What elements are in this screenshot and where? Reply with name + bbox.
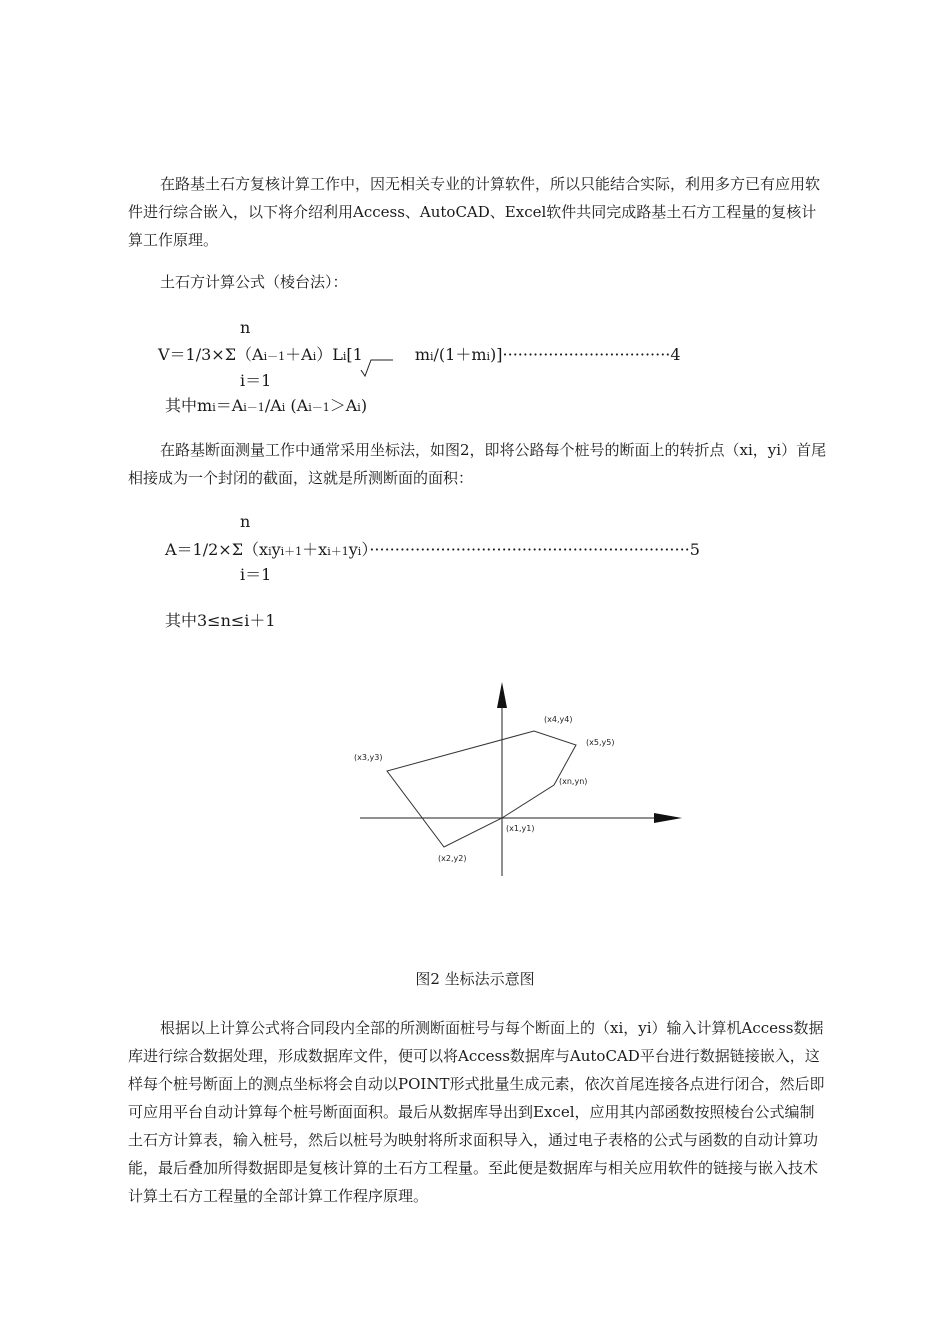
formula-heading: 土石方计算公式（棱台法）： <box>160 273 348 291</box>
formula-4: V＝1/3×Σ（Ai－1＋Ai）Li[1 mi/(1＋mi)]·································4 <box>158 342 681 365</box>
formula4-lower-limit: i＝1 <box>240 371 272 390</box>
formula4-where: 其中mi＝Ai－1/Ai (Ai－1＞Ai) <box>165 396 368 415</box>
point-label: (x2,y2) <box>438 854 467 863</box>
point-label: (x1,y1) <box>506 824 535 833</box>
x-axis-arrow <box>654 813 682 823</box>
formula5-where: 其中3≤n≤i＋1 <box>165 611 276 630</box>
point-label: (xn,yn) <box>559 777 588 786</box>
coordinate-method-paragraph: 在路基断面测量工作中通常采用坐标法，如图2，即将公路每个桩号的断面上的转折点（xi，yi）首尾相接成为一个封闭的截面，这就是所测断面的面积： <box>128 441 827 487</box>
workflow-paragraph: 根据以上计算公式将合同段内全部的所测断面桩号与每个断面上的（xi，yi）输入计算机Access数据库进行综合数据处理，形成数据库文件，便可以将Access数据库与AutoCAD平台进行数据链接嵌入，这样每个桩号断面上的测点坐标将会自动以POINT形式批量生成元素，依次首尾连接各点进行闭合，然后即可应用平台自动计算每个桩号断面面积。最后从数据库导出到Excel，应用其内部函数按照棱台公式编制土石方计算表，输入桩号，然后以桩号为映射将所求面积导入，通过电子表格的公式与函数的自动计算功能，最后叠加所得数据即是复核计算的土石方工程量。至此便是数据库与相关应用软件的链接与嵌入技术计算土石方工程量的全部计算工作程序原理。 <box>128 1019 825 1205</box>
formula5-upper-limit: n <box>240 512 251 531</box>
cross-section-polygon <box>387 731 576 847</box>
intro-paragraph: 在路基土石方复核计算工作中，因无相关专业的计算软件，所以只能结合实际，利用多方已有应用软件进行综合嵌入，以下将介绍利用Access、AutoCAD、Excel软件共同完成路基土石方工程量的复核计算工作原理。 <box>128 175 821 249</box>
y-axis-arrow <box>497 682 507 708</box>
formula5-lower-limit: i＝1 <box>240 565 272 584</box>
formula4-upper-limit: n <box>240 318 251 337</box>
point-label: (x3,y3) <box>354 753 383 762</box>
formula-5: A＝1/2×Σ（xiyi＋1＋xi＋1yi）·······························································5 <box>165 540 700 559</box>
figure-caption: 图2 坐标法示意图 <box>415 970 535 988</box>
point-label: (x5,y5) <box>586 738 615 747</box>
point-label: (x4,y4) <box>544 715 573 724</box>
coordinate-method-figure <box>0 670 950 910</box>
